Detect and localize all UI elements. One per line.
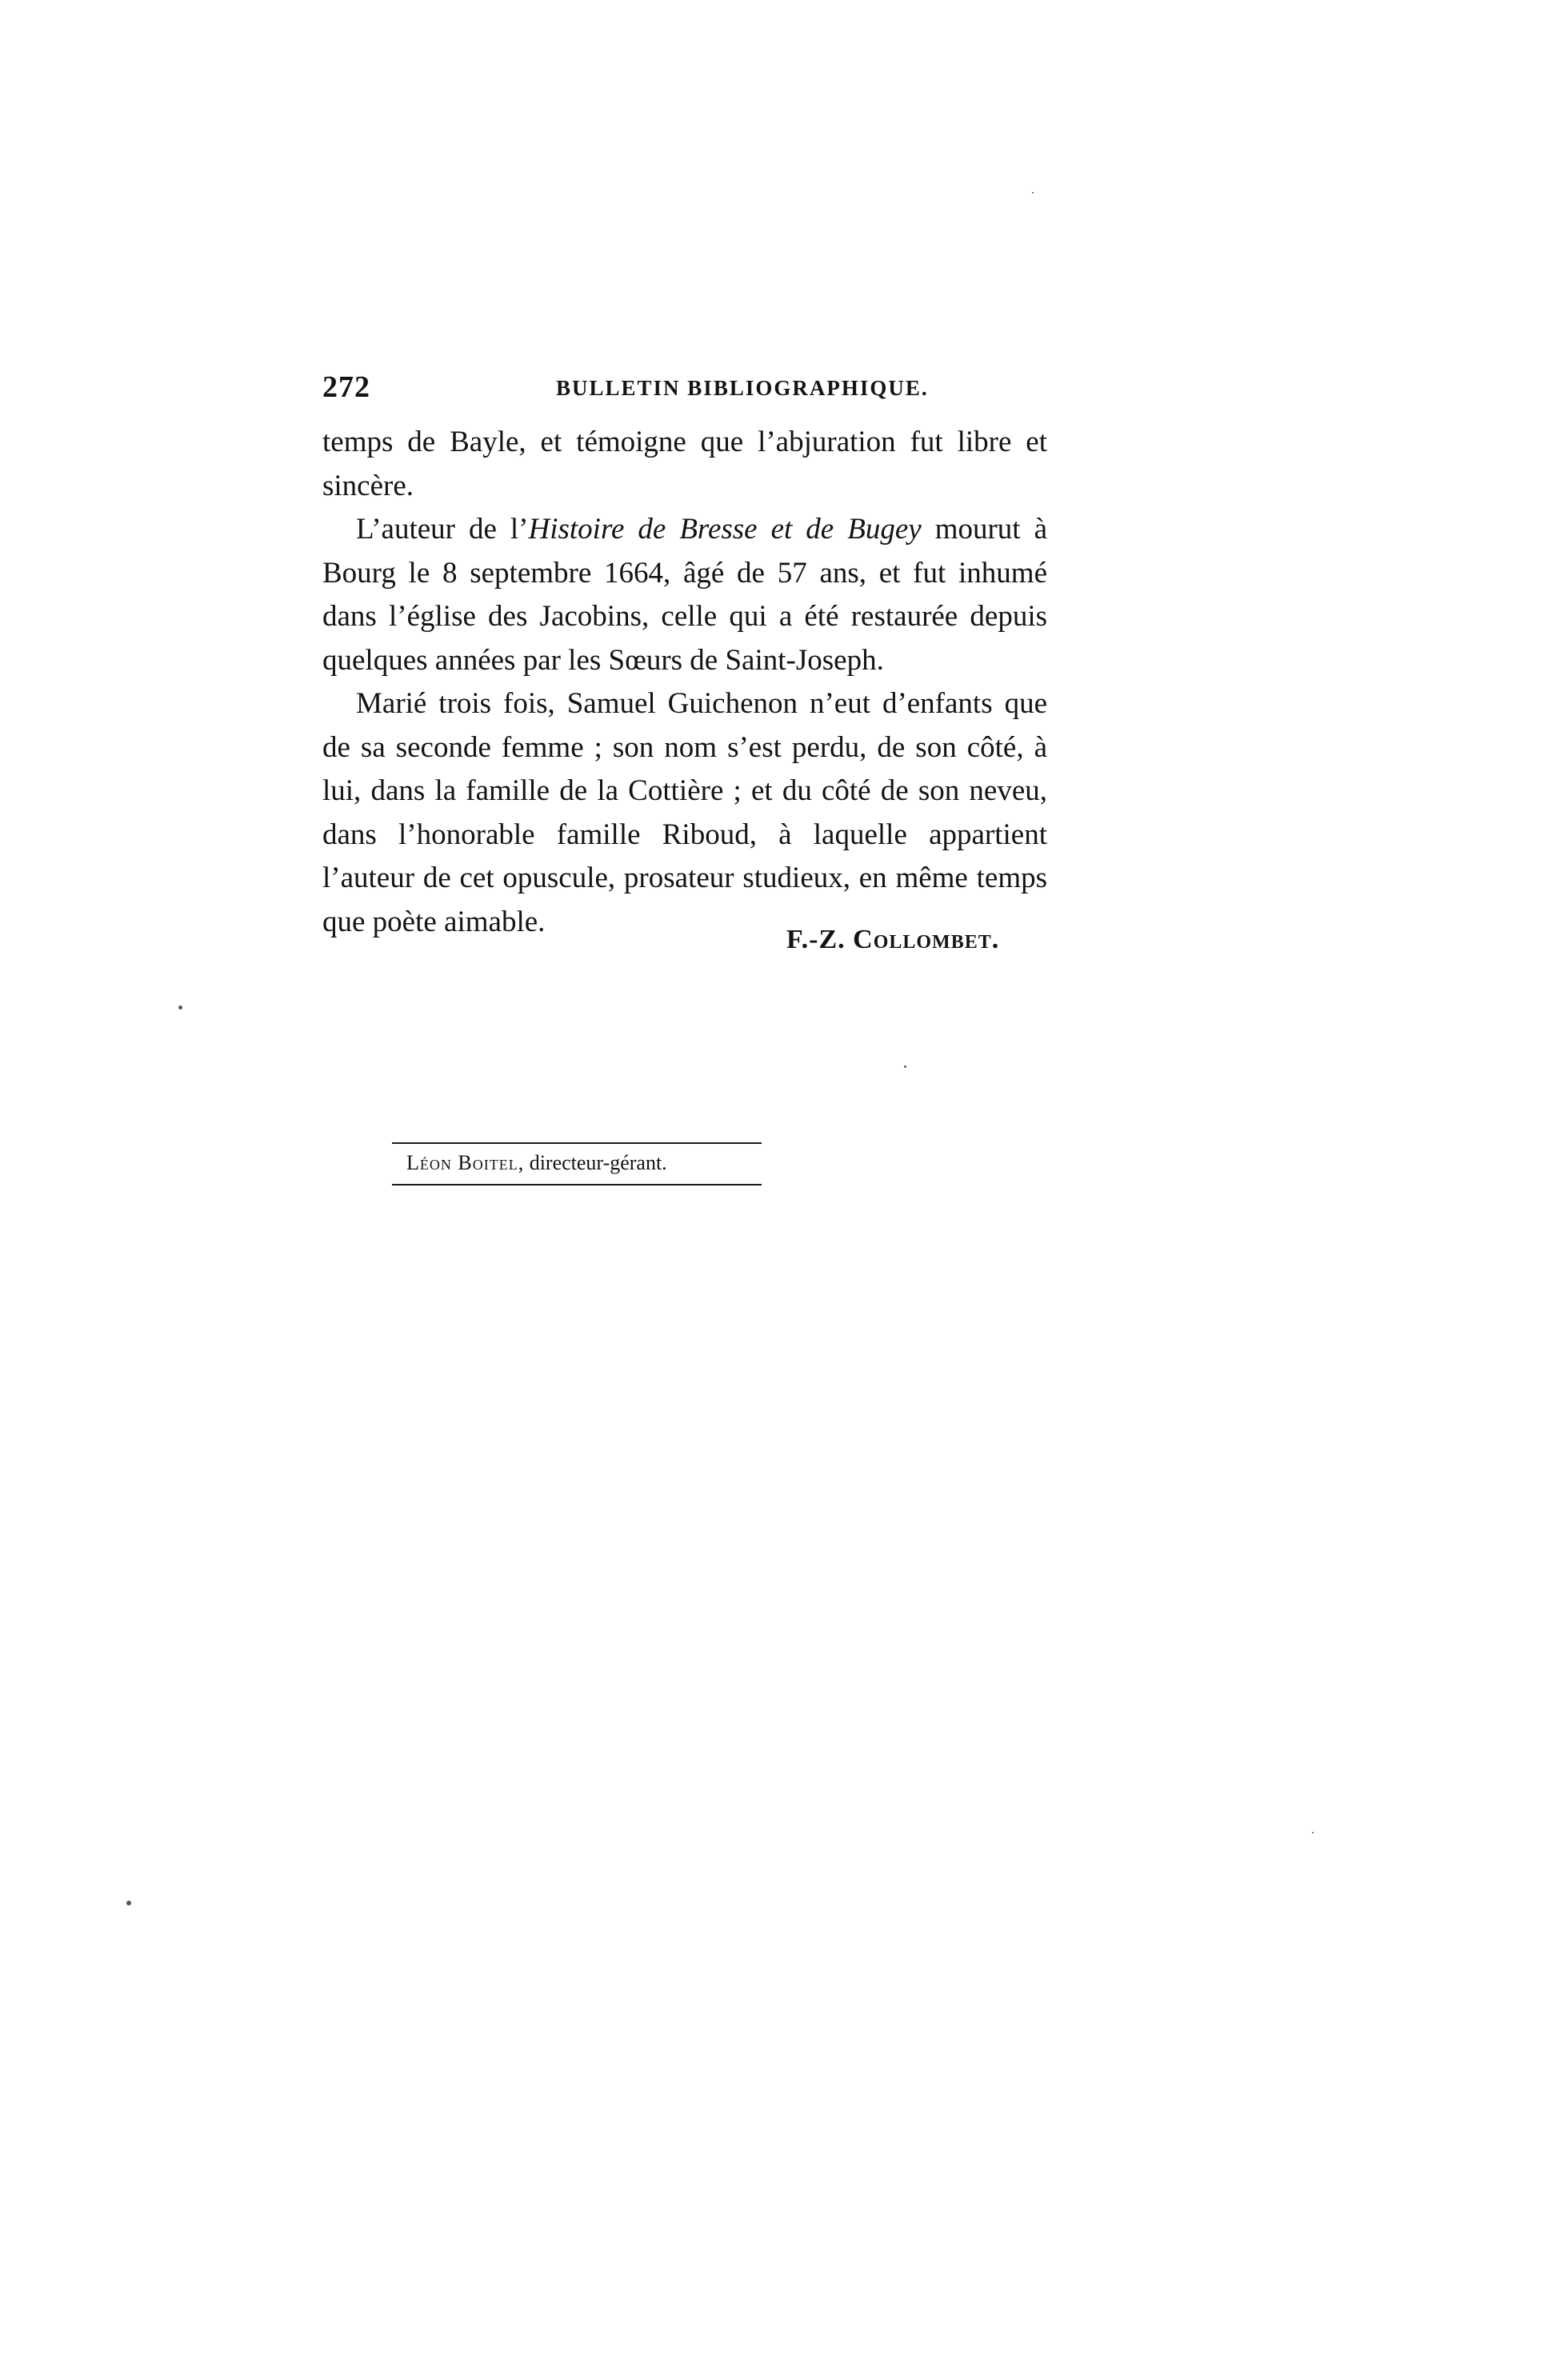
paper-speck <box>1312 1832 1314 1833</box>
book-title: Histoire de Bresse et de Bugey <box>528 513 922 546</box>
imprint-line <box>406 1151 667 1175</box>
paper-speck <box>126 1901 131 1905</box>
paragraph-1: temps de Bayle, et témoigne que l’abjuration fut libre et sincère. <box>322 426 1047 502</box>
imprint-rule-bottom <box>392 1184 762 1185</box>
paragraph-2 <box>322 508 1047 682</box>
signature-surname: Collombet. <box>853 925 1000 954</box>
paper-speck <box>1032 192 1034 194</box>
paper-speck <box>904 1066 906 1068</box>
paper-speck <box>178 1006 182 1010</box>
author-signature <box>786 925 999 955</box>
paragraph-2-rest: mourut à Bourg le 8 septembre 1664, âgé de 57 ans, et fut inhumé dans l’église des Jacobins, celle qui a été restaurée depuis quelques années par les Sœurs de Saint-Joseph. <box>322 513 1047 677</box>
signature-initials: F.-Z. <box>786 925 854 954</box>
imprint-rule-top <box>392 1142 762 1144</box>
imprint-role: directeur-gérant. <box>524 1151 667 1174</box>
running-title: BULLETIN BIBLIOGRAPHIQUE. <box>556 376 929 400</box>
paragraph-3: Marié trois fois, Samuel Guichenon n’eut d’enfants que de sa seconde femme ; son nom s’est perdu, de son côté, à lui, dans la famille de la Cottière ; et du côté de son neveu, dans l’honorable famille Riboud, à laquelle appartient l’auteur de cet opuscule, prosateur studieux, en même temps que poète aimable. <box>322 687 1047 938</box>
page-header <box>322 370 1047 411</box>
body-text <box>322 421 1047 944</box>
page-number: 272 <box>322 370 370 404</box>
imprint-name: Léon Boitel, <box>406 1151 525 1174</box>
paragraph-2-lead: L’auteur de l’ <box>356 513 529 546</box>
imprint-block <box>392 1138 762 1190</box>
